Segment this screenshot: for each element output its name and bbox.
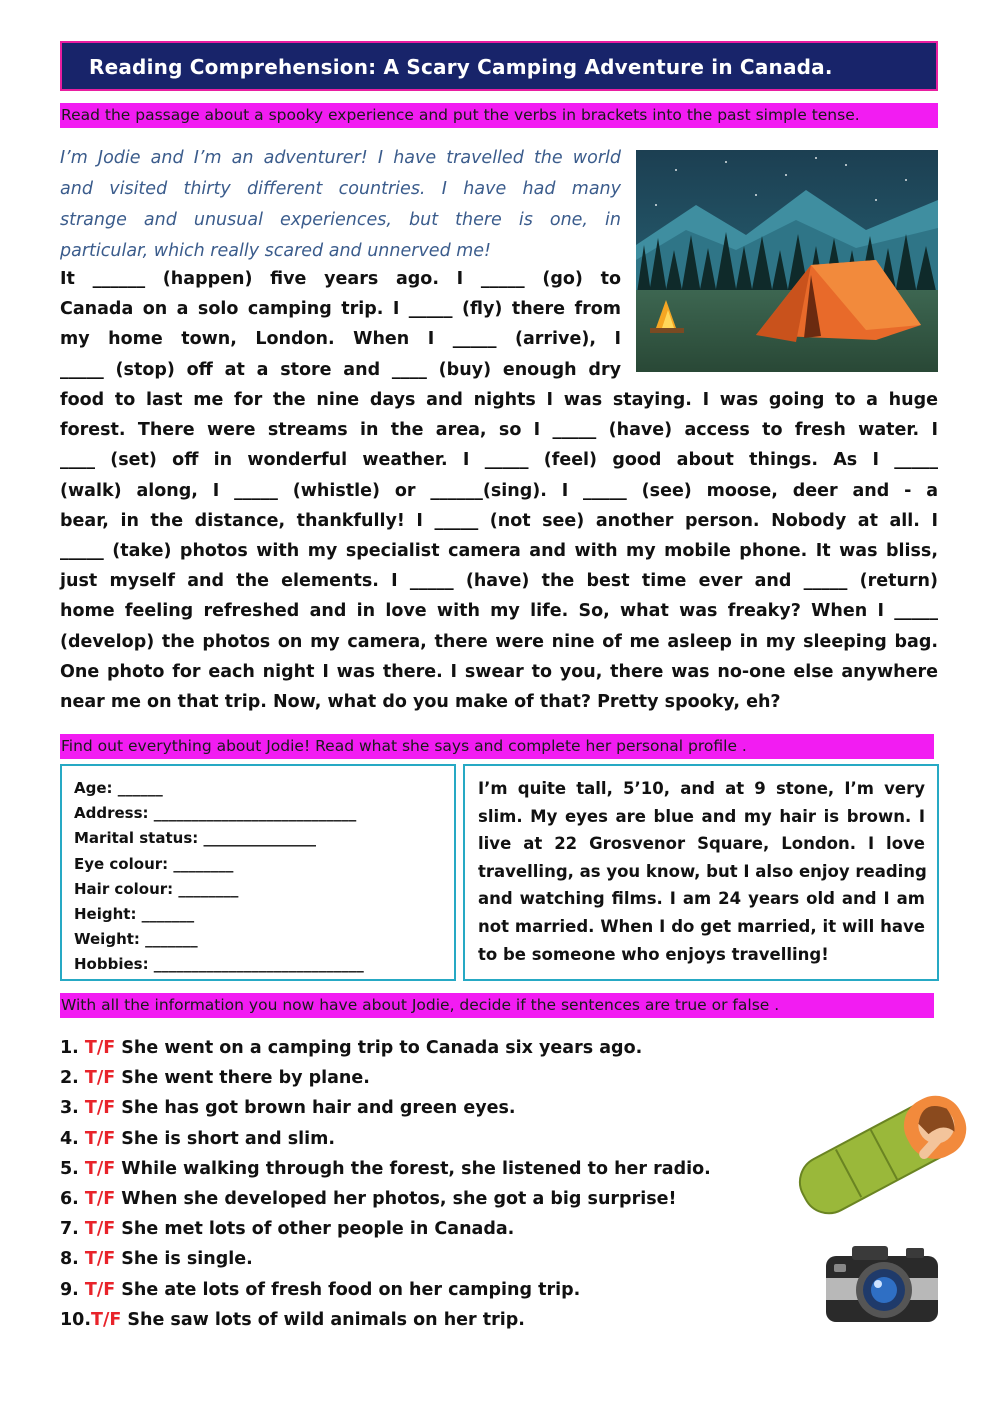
- item-number: 7.: [60, 1219, 85, 1240]
- list-item: [60, 1093, 780, 1123]
- info-line: live at 22 Grosvenor Square, London. I love: [478, 834, 925, 854]
- camping-scene-illustration: [636, 150, 938, 372]
- profile-field-height[interactable]: Height: _______: [74, 904, 195, 923]
- instruction-task3: With all the information you now have about Jodie, decide if the sentences are true or false .: [60, 993, 934, 1018]
- instruction-task1: Read the passage about a spooky experience and put the verbs in brackets into the past simple tense.: [60, 103, 938, 128]
- list-item: [60, 1305, 780, 1335]
- passage-line: just myself and the elements. I _____ (have) the best time ever and _____ (return): [60, 571, 938, 592]
- intro-line: and visited thirty different countries. I have had many: [60, 179, 621, 199]
- info-line: slim. My eyes are blue and my hair is brown. I: [478, 806, 925, 826]
- info-line: travelling, as you know, but I also enjoy reading: [478, 861, 927, 881]
- item-number: 5.: [60, 1158, 85, 1179]
- tf-choice[interactable]: T/F: [84, 1279, 116, 1300]
- info-line: and watching films. I am 24 years old and I am: [478, 889, 925, 909]
- true-false-list: [60, 1033, 780, 1335]
- passage-line: _____ (stop) off at a store and ____ (buy) enough dry: [60, 359, 621, 380]
- passage-line: forest. There were streams in the area, so I _____ (have) access to fresh water. I: [60, 420, 938, 441]
- passage-line: near me on that trip. Now, what do you make of that? Pretty spooky, eh?: [60, 691, 781, 712]
- item-number: 10.: [60, 1309, 92, 1330]
- profile-field-eye-colour[interactable]: Eye colour: ________: [74, 854, 234, 873]
- tf-choice[interactable]: T/F: [84, 1098, 116, 1119]
- sleeping-bag-illustration: [782, 1086, 982, 1216]
- passage-line: (develop) the photos on my camera, there were nine of me asleep in my sleeping bag.: [60, 631, 938, 652]
- item-number: 1.: [60, 1038, 85, 1058]
- passage-line: bear, in the distance, thankfully! I _____ (not see) another person. Nobody at all. I: [60, 510, 938, 531]
- profile-field-address[interactable]: Address: ___________________________: [74, 804, 357, 823]
- profile-field-marital-status[interactable]: Marital status: _______________: [74, 829, 316, 848]
- list-item: [60, 1275, 780, 1305]
- item-text: She saw lots of wild animals on her trip.: [121, 1309, 525, 1330]
- item-text: She met lots of other people in Canada.: [115, 1219, 515, 1240]
- list-item: [60, 1184, 780, 1214]
- item-number: 6.: [60, 1188, 85, 1209]
- list-item: [60, 1154, 780, 1184]
- item-number: 4.: [60, 1128, 85, 1149]
- passage-line: It ______ (happen) five years ago. I _____ (go) to: [60, 269, 621, 289]
- camera-illustration: [822, 1238, 942, 1328]
- passage-line: (walk) along, I _____ (whistle) or ______(sing). I _____ (see) moose, deer and - a: [60, 480, 938, 501]
- tf-choice[interactable]: T/F: [84, 1249, 116, 1270]
- item-text: She has got brown hair and green eyes.: [115, 1098, 516, 1119]
- intro-line: strange and unusual experiences, but there is one, in: [60, 210, 621, 230]
- item-number: 8.: [60, 1249, 85, 1270]
- profile-field-weight[interactable]: Weight: _______: [74, 930, 198, 949]
- passage-line: _____ (take) photos with my specialist camera and with my mobile phone. It was bliss,: [60, 540, 938, 561]
- list-item: [60, 1124, 780, 1154]
- tf-choice[interactable]: T/F: [84, 1068, 116, 1089]
- intro-line: particular, which really scared and unnerved me!: [60, 241, 492, 261]
- tf-choice[interactable]: T/F: [84, 1128, 116, 1149]
- list-item: [60, 1033, 780, 1063]
- intro-line: I’m Jodie and I’m an adventurer! I have travelled the world: [60, 148, 621, 168]
- item-text: While walking through the forest, she listened to her radio.: [115, 1158, 711, 1179]
- tf-choice[interactable]: T/F: [84, 1158, 116, 1179]
- profile-field-hair-colour[interactable]: Hair colour: ________: [74, 879, 239, 898]
- item-number: 2.: [60, 1068, 85, 1089]
- info-line: to be someone who enjoys travelling!: [478, 944, 829, 964]
- profile-field-hobbies[interactable]: Hobbies: ____________________________: [74, 955, 364, 974]
- passage-line: Canada on a solo camping trip. I _____ (fly) there from: [60, 299, 621, 320]
- tf-choice[interactable]: T/F: [84, 1219, 116, 1240]
- list-item: [60, 1063, 780, 1093]
- item-number: 9.: [60, 1279, 85, 1300]
- passage-line: ____ (set) off in wonderful weather. I _____ (feel) good about things. As I _____: [60, 450, 938, 471]
- item-text: She ate lots of fresh food on her camping trip.: [115, 1279, 581, 1300]
- intro-text: [60, 143, 621, 267]
- profile-field-age[interactable]: Age: ______: [74, 779, 163, 797]
- passage-lower: [60, 385, 938, 717]
- list-item: [60, 1214, 780, 1244]
- passage-line: food to last me for the nine days and nights I was staying. I was going to a huge: [60, 390, 938, 410]
- personal-profile-form: [60, 764, 456, 981]
- passage-line: my home town, London. When I _____ (arrive), I: [60, 329, 621, 350]
- item-text: She went on a camping trip to Canada six years ago.: [115, 1038, 643, 1058]
- info-line: not married. When I do get married, it will have: [478, 916, 925, 936]
- item-text: When she developed her photos, she got a big surprise!: [115, 1188, 677, 1209]
- tf-choice[interactable]: T/F: [84, 1188, 116, 1209]
- jodie-info-text: [463, 764, 939, 981]
- item-text: She is short and slim.: [115, 1128, 336, 1149]
- item-text: She went there by plane.: [115, 1068, 370, 1089]
- passage-upper: [60, 264, 621, 385]
- info-line: I’m quite tall, 5’10, and at 9 stone, I’m very: [478, 779, 925, 798]
- instruction-task2: Find out everything about Jodie! Read what she says and complete her personal profile .: [60, 734, 934, 759]
- tf-choice[interactable]: T/F: [91, 1309, 122, 1330]
- passage-line: One photo for each night I was there. I swear to you, there was no-one else anywhere: [60, 661, 938, 682]
- item-number: 3.: [60, 1098, 85, 1119]
- passage-line: home feeling refreshed and in love with my life. So, what was freaky? When I _____: [60, 601, 938, 622]
- page-title: Reading Comprehension: A Scary Camping Adventure in Canada.: [60, 41, 938, 91]
- list-item: [60, 1244, 780, 1274]
- item-text: She is single.: [115, 1249, 253, 1270]
- tf-choice[interactable]: T/F: [84, 1038, 116, 1058]
